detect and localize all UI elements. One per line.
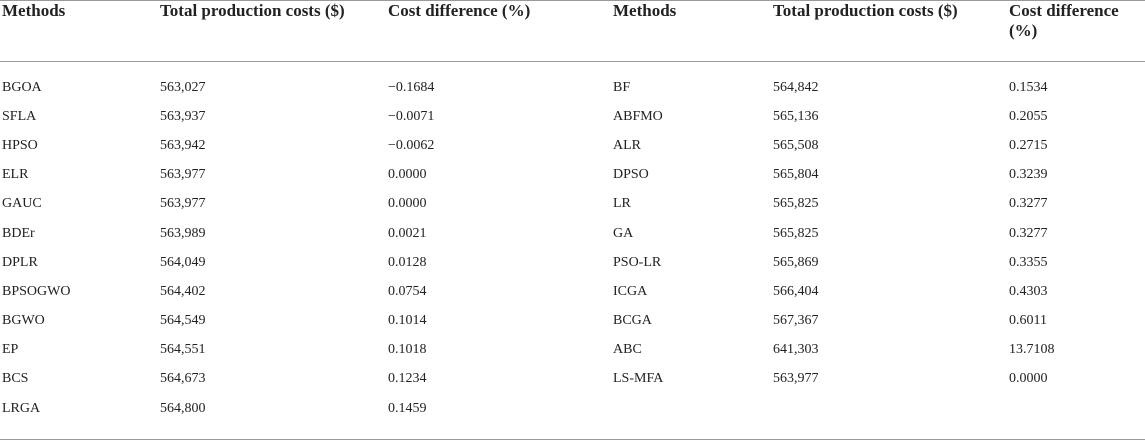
cell-diff: 0.0000: [1009, 371, 1048, 387]
cell-diff: 0.3355: [1009, 254, 1048, 270]
table-row: [0, 131, 1145, 160]
table-row: [0, 73, 1145, 102]
header-row: [0, 0, 1145, 61]
cell-method: SFLA: [2, 108, 37, 124]
cell-cost: 563,989: [160, 225, 206, 241]
cell-method: BF: [613, 79, 631, 95]
table-row: [0, 190, 1145, 219]
table-row: [0, 102, 1145, 131]
cell-diff: −0.1684: [388, 79, 435, 95]
cell-diff: 0.3239: [1009, 167, 1048, 183]
cell-diff: −0.0062: [388, 137, 435, 153]
cell-diff: 0.1014: [388, 313, 427, 329]
cell-method: ICGA: [613, 283, 648, 299]
cell-diff: 0.4303: [1009, 283, 1048, 299]
cell-cost: 565,508: [773, 137, 819, 153]
cell-method: GA: [613, 225, 634, 241]
cell-cost: 563,942: [160, 137, 206, 153]
cell-method: BGWO: [2, 313, 45, 329]
cell-cost: [773, 394, 1009, 423]
cell-cost: 567,367: [773, 313, 819, 329]
cell-cost: 563,027: [160, 79, 206, 95]
cell-cost: 565,804: [773, 167, 819, 183]
cell-diff: [1009, 394, 1145, 423]
cell-diff: 0.1534: [1009, 79, 1048, 95]
table-row: [0, 219, 1145, 248]
cell-method: EP: [2, 342, 19, 358]
cell-method: BCGA: [613, 313, 652, 329]
cell-cost: 564,551: [160, 342, 206, 358]
cell-cost: 563,977: [773, 371, 819, 387]
header-cost-diff-left: Cost difference (%): [388, 1, 531, 20]
cell-cost: 641,303: [773, 342, 819, 358]
table-row: [0, 277, 1145, 306]
table-row: [0, 248, 1145, 277]
cell-method: [613, 394, 773, 423]
cell-diff: 0.1018: [388, 342, 427, 358]
cell-diff: 0.3277: [1009, 196, 1048, 212]
table-row: [0, 394, 1145, 423]
cell-method: DPLR: [2, 254, 38, 270]
cell-method: ABC: [613, 342, 642, 358]
spacer-cell: [0, 61, 1145, 73]
cell-method: BDEr: [2, 225, 35, 241]
cell-cost: 564,402: [160, 283, 206, 299]
header-total-costs-right: Total production costs ($): [773, 1, 958, 20]
header-cost-diff-right: Cost difference (%): [1009, 1, 1119, 40]
cell-diff: 0.1234: [388, 371, 427, 387]
cell-cost: 563,977: [160, 167, 206, 183]
table-row: [0, 365, 1145, 394]
cell-method: BGOA: [2, 79, 42, 95]
cell-diff: 0.0128: [388, 254, 427, 270]
cell-cost: 563,977: [160, 196, 206, 212]
cell-cost: 564,842: [773, 79, 819, 95]
cell-method: PSO-LR: [613, 254, 662, 270]
cell-diff: 0.6011: [1009, 313, 1047, 329]
cell-cost: 565,869: [773, 254, 819, 270]
cell-method: DPSO: [613, 167, 649, 183]
table-body: [0, 61, 1145, 423]
cell-cost: 564,800: [160, 400, 206, 416]
cell-cost: 564,549: [160, 313, 206, 329]
header-methods-left: Methods: [2, 1, 66, 20]
cell-diff: 0.0021: [388, 225, 427, 241]
header-total-costs-left: Total production costs ($): [160, 1, 345, 20]
cell-cost: 564,049: [160, 254, 206, 270]
cell-diff: 0.3277: [1009, 225, 1048, 241]
cell-diff: 0.1459: [388, 400, 427, 416]
cell-method: ELR: [2, 167, 29, 183]
cell-cost: 566,404: [773, 283, 819, 299]
cell-cost: 563,937: [160, 108, 206, 124]
spacer-row: [0, 61, 1145, 73]
cell-method: ABFMO: [613, 108, 663, 124]
table-row: [0, 161, 1145, 190]
cell-diff: 0.0000: [388, 167, 427, 183]
cell-method: HPSO: [2, 137, 38, 153]
cell-method: LR: [613, 196, 631, 212]
cell-method: LS-MFA: [613, 371, 664, 387]
cell-diff: 13.7108: [1009, 342, 1055, 358]
cell-method: LRGA: [2, 400, 41, 416]
cell-method: ALR: [613, 137, 641, 153]
table-bottom-rule: [0, 439, 1145, 440]
cell-diff: 0.2715: [1009, 137, 1048, 153]
cell-diff: 0.0000: [388, 196, 427, 212]
cell-method: GAUC: [2, 196, 42, 212]
cell-method: BPSOGWO: [2, 283, 71, 299]
cell-cost: 565,825: [773, 196, 819, 212]
cell-cost: 564,673: [160, 371, 206, 387]
cell-diff: 0.2055: [1009, 108, 1048, 124]
cell-diff: −0.0071: [388, 108, 435, 124]
table-header: [0, 0, 1145, 61]
cell-cost: 565,136: [773, 108, 819, 124]
cell-diff: 0.0754: [388, 283, 427, 299]
table-row: [0, 307, 1145, 336]
table-row: [0, 336, 1145, 365]
header-methods-right: Methods: [613, 1, 677, 20]
cell-method: BCS: [2, 371, 29, 387]
cell-cost: 565,825: [773, 225, 819, 241]
